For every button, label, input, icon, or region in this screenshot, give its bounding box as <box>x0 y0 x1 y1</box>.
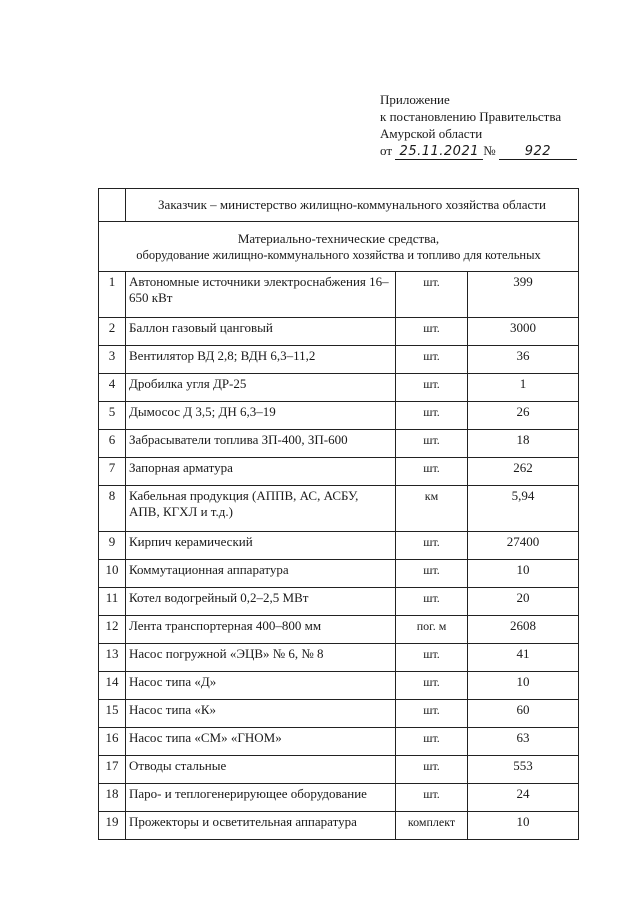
header-line-region: Амурской области <box>380 126 483 141</box>
table-row <box>99 458 579 486</box>
quantity-cell: 63 <box>468 728 579 756</box>
unit-cell: шт. <box>396 784 468 812</box>
row-number-cell: 14 <box>99 672 126 700</box>
quantity-cell: 20 <box>468 588 579 616</box>
quantity-cell: 41 <box>468 644 579 672</box>
item-name-cell: Запорная арматура <box>126 458 396 486</box>
row-number-cell: 5 <box>99 402 126 430</box>
quantity-cell: 5,94 <box>468 486 579 532</box>
unit-cell: км <box>396 486 468 532</box>
customer-row <box>99 189 579 222</box>
item-name-cell: Насос типа «К» <box>126 700 396 728</box>
item-name-cell: Дымосос Д 3,5; ДН 6,3–19 <box>126 402 396 430</box>
table-row <box>99 616 579 644</box>
row-number-cell: 19 <box>99 812 126 840</box>
handwritten-number: 922 <box>499 145 577 160</box>
row-number-cell: 16 <box>99 728 126 756</box>
unit-cell: шт. <box>396 374 468 402</box>
row-number-cell: 12 <box>99 616 126 644</box>
section-heading-line2: оборудование жилищно-коммунального хозяйства и топливо для котельных <box>136 247 541 262</box>
item-name-cell: Коммутационная аппаратура <box>126 560 396 588</box>
table-row <box>99 560 579 588</box>
equipment-table <box>98 188 579 840</box>
table-row <box>99 532 579 560</box>
unit-cell: шт. <box>396 430 468 458</box>
table-row <box>99 346 579 374</box>
unit-cell: шт. <box>396 560 468 588</box>
row-number-cell: 3 <box>99 346 126 374</box>
table-row <box>99 756 579 784</box>
customer-row-empty-cell <box>99 189 126 222</box>
row-number-cell: 9 <box>99 532 126 560</box>
table-row <box>99 430 579 458</box>
section-row <box>99 222 579 272</box>
unit-cell: шт. <box>396 588 468 616</box>
row-number-cell: 8 <box>99 486 126 532</box>
item-name-cell: Автономные источники электроснабжения 16–650 кВт <box>126 272 396 318</box>
item-name-cell: Насос типа «Д» <box>126 672 396 700</box>
unit-cell: шт. <box>396 532 468 560</box>
quantity-cell: 2608 <box>468 616 579 644</box>
unit-cell: пог. м <box>396 616 468 644</box>
item-name-cell: Насос погружной «ЭЦВ» № 6, № 8 <box>126 644 396 672</box>
header-line-appendix: Приложение <box>380 92 450 107</box>
unit-cell: шт. <box>396 756 468 784</box>
quantity-cell: 24 <box>468 784 579 812</box>
table-row <box>99 272 579 318</box>
row-number-cell: 11 <box>99 588 126 616</box>
row-number-cell: 15 <box>99 700 126 728</box>
quantity-cell: 553 <box>468 756 579 784</box>
unit-cell: шт. <box>396 318 468 346</box>
item-name-cell: Отводы стальные <box>126 756 396 784</box>
unit-cell: шт. <box>396 458 468 486</box>
unit-cell: шт. <box>396 346 468 374</box>
unit-cell: шт. <box>396 672 468 700</box>
quantity-cell: 3000 <box>468 318 579 346</box>
row-number-cell: 17 <box>99 756 126 784</box>
table-row <box>99 644 579 672</box>
row-number-cell: 18 <box>99 784 126 812</box>
item-name-cell: Паро- и теплогенерирующее оборудование <box>126 784 396 812</box>
quantity-cell: 1 <box>468 374 579 402</box>
item-name-cell: Кабельная продукция (АППВ, АС, АСБУ, АПВ, КГХЛ и т.д.) <box>126 486 396 532</box>
approval-header <box>380 91 620 160</box>
table-row <box>99 728 579 756</box>
quantity-cell: 27400 <box>468 532 579 560</box>
row-number-cell: 4 <box>99 374 126 402</box>
row-number-cell: 13 <box>99 644 126 672</box>
table-row <box>99 784 579 812</box>
item-name-cell: Котел водогрейный 0,2–2,5 МВт <box>126 588 396 616</box>
item-name-cell: Прожекторы и осветительная аппаратура <box>126 812 396 840</box>
number-label: № <box>483 143 496 158</box>
item-name-cell: Забрасыватели топлива ЗП-400, ЗП-600 <box>126 430 396 458</box>
table-row <box>99 812 579 840</box>
quantity-cell: 18 <box>468 430 579 458</box>
row-number-cell: 10 <box>99 560 126 588</box>
section-heading-line1: Материально-технические средства, <box>237 230 440 246</box>
unit-cell: шт. <box>396 402 468 430</box>
quantity-cell: 262 <box>468 458 579 486</box>
item-name-cell: Дробилка угля ДР-25 <box>126 374 396 402</box>
quantity-cell: 399 <box>468 272 579 318</box>
table-row <box>99 700 579 728</box>
quantity-cell: 10 <box>468 812 579 840</box>
item-name-cell: Баллон газовый цанговый <box>126 318 396 346</box>
handwritten-date: 25.11.2021 <box>395 145 483 160</box>
unit-cell: шт. <box>396 728 468 756</box>
customer-cell: Заказчик – министерство жилищно-коммунального хозяйства области <box>126 189 579 222</box>
unit-cell: комплект <box>396 812 468 840</box>
table-row <box>99 486 579 532</box>
table-row <box>99 672 579 700</box>
table-row <box>99 588 579 616</box>
unit-cell: шт. <box>396 644 468 672</box>
item-name-cell: Вентилятор ВД 2,8; ВДН 6,3–11,2 <box>126 346 396 374</box>
quantity-cell: 60 <box>468 700 579 728</box>
table-row <box>99 318 579 346</box>
header-date-line <box>380 142 620 160</box>
table-row <box>99 402 579 430</box>
unit-cell: шт. <box>396 272 468 318</box>
quantity-cell: 10 <box>468 672 579 700</box>
quantity-cell: 10 <box>468 560 579 588</box>
table-row <box>99 374 579 402</box>
quantity-cell: 36 <box>468 346 579 374</box>
row-number-cell: 1 <box>99 272 126 318</box>
header-line-resolution: к постановлению Правительства <box>380 109 562 124</box>
item-name-cell: Насос типа «СМ» «ГНОМ» <box>126 728 396 756</box>
item-name-cell: Кирпич керамический <box>126 532 396 560</box>
row-number-cell: 7 <box>99 458 126 486</box>
row-number-cell: 6 <box>99 430 126 458</box>
date-prefix: от <box>380 143 393 158</box>
unit-cell: шт. <box>396 700 468 728</box>
equipment-table-body <box>99 189 579 840</box>
row-number-cell: 2 <box>99 318 126 346</box>
section-heading-cell <box>99 222 579 272</box>
quantity-cell: 26 <box>468 402 579 430</box>
item-name-cell: Лента транспортерная 400–800 мм <box>126 616 396 644</box>
